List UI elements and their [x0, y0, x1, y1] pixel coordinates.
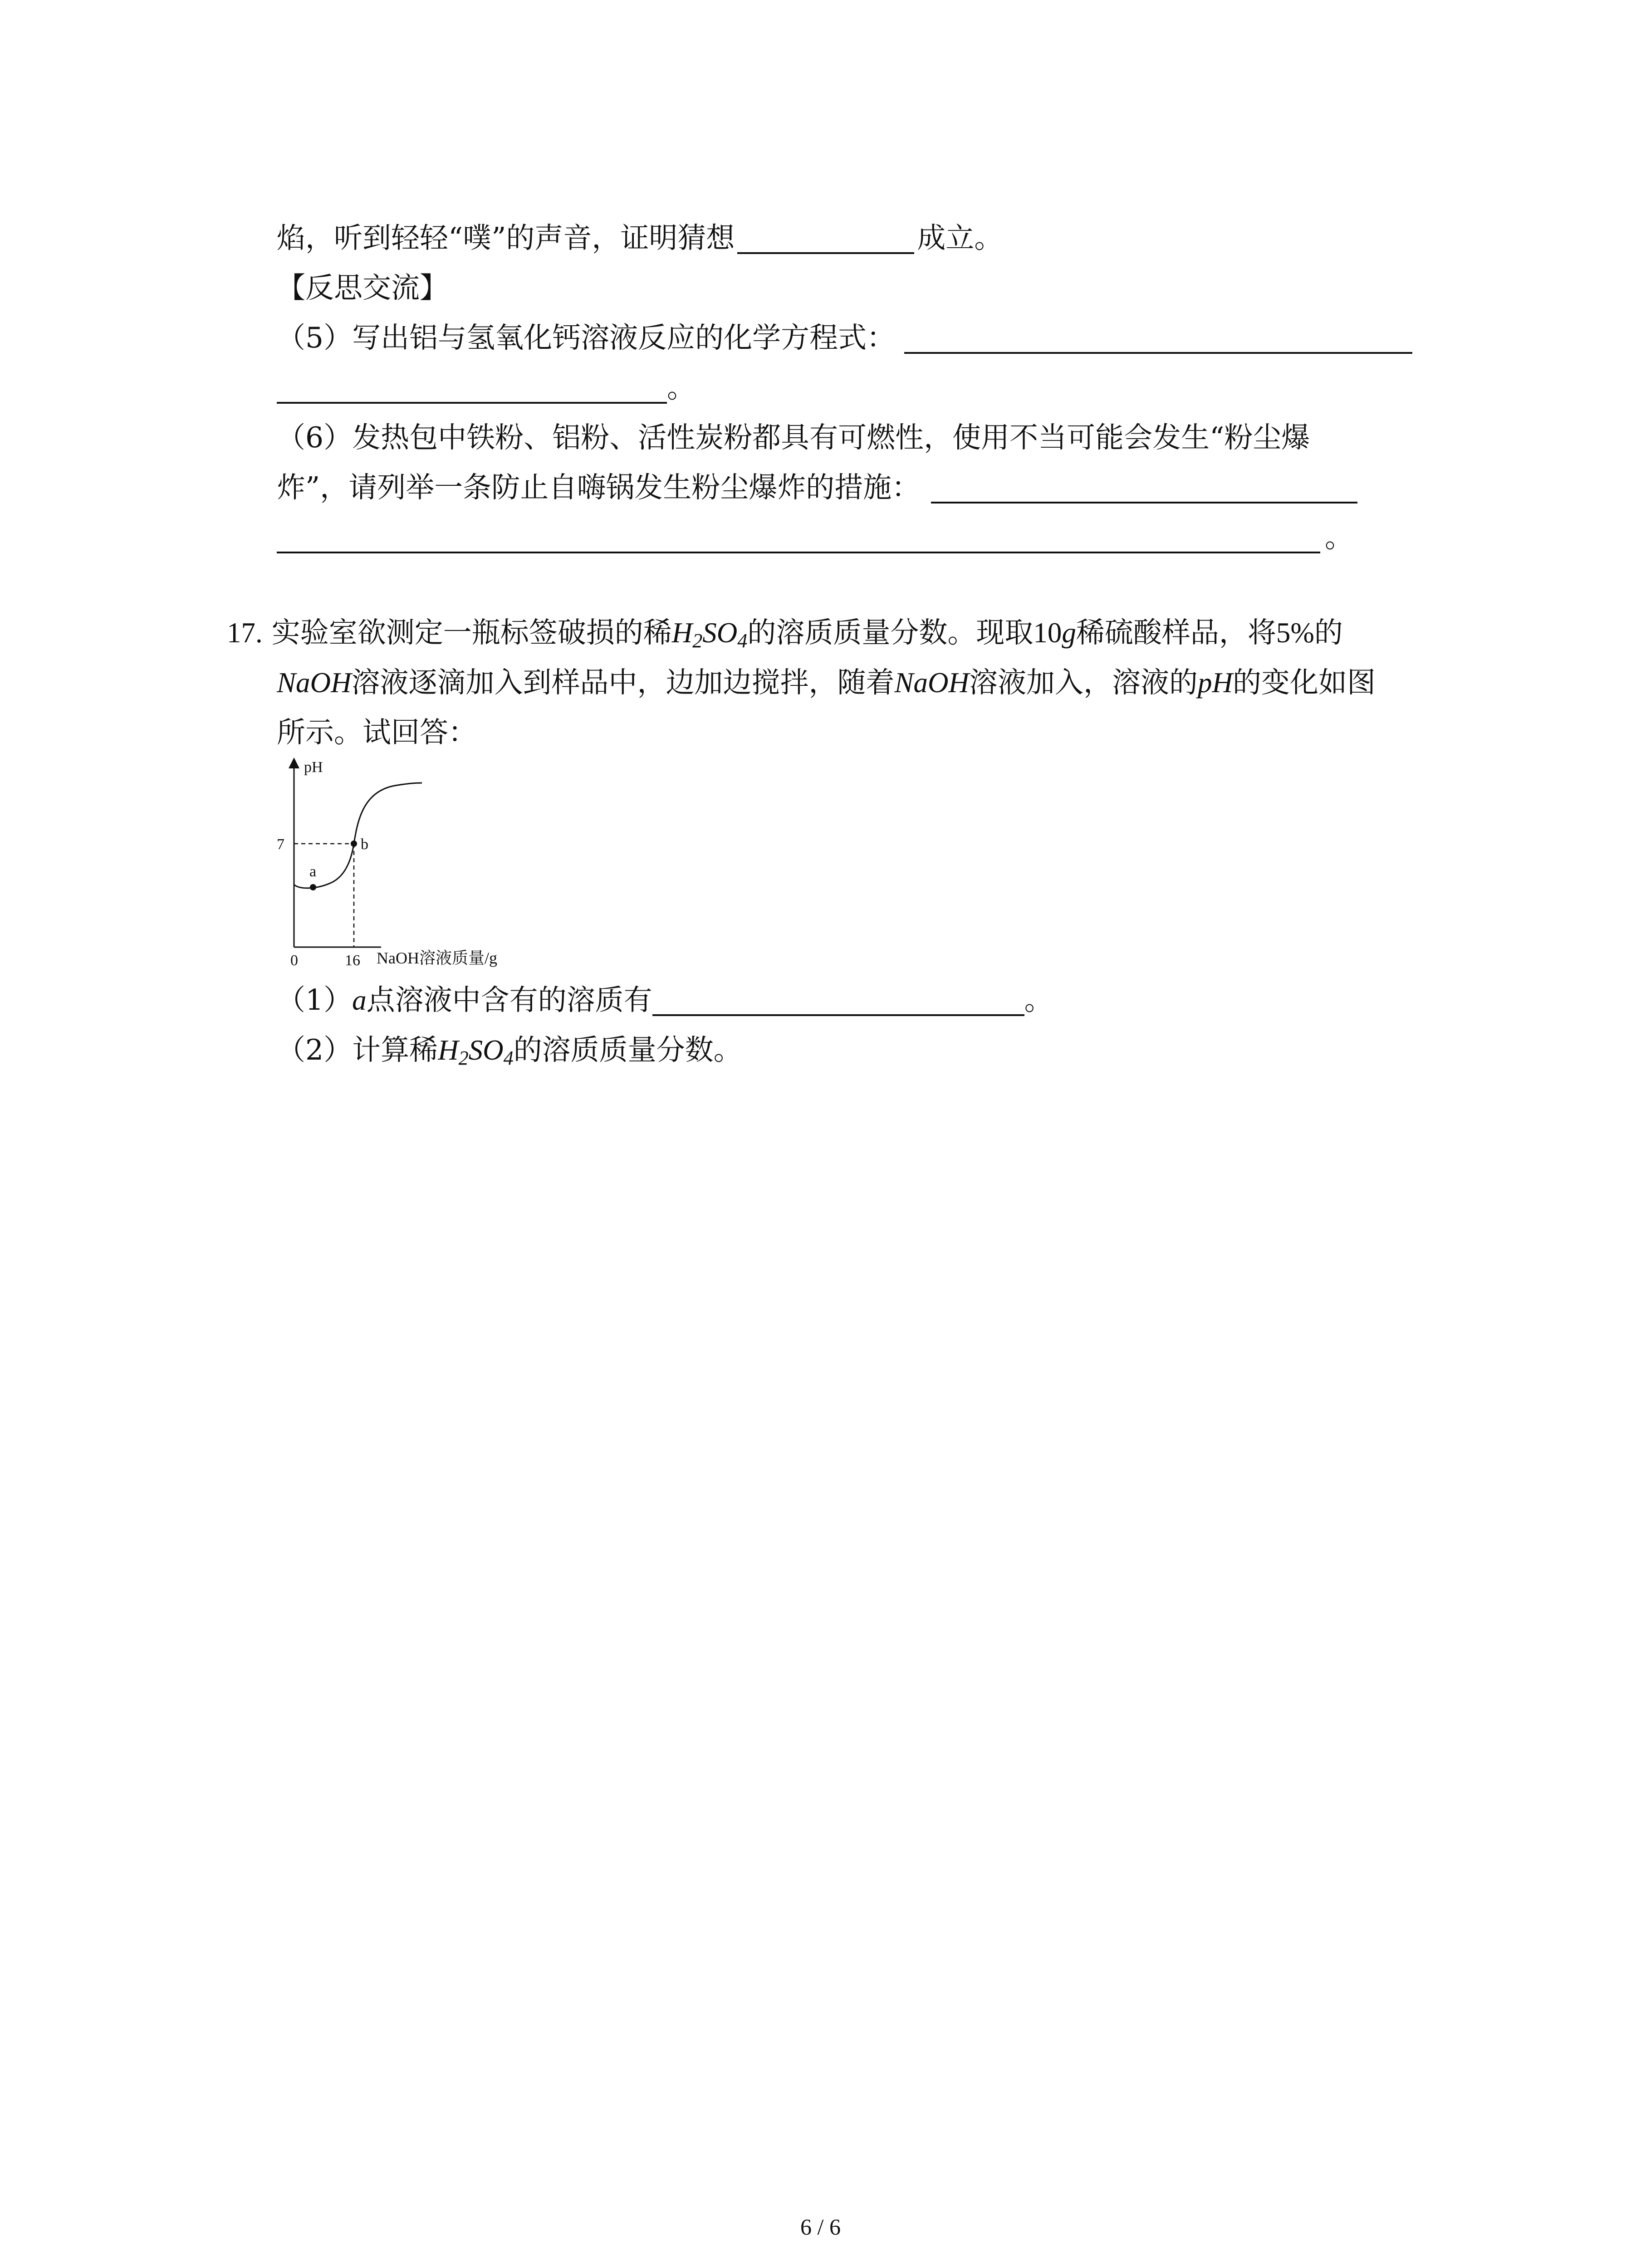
x-tick-16: 16 — [345, 952, 360, 966]
solute-answer-blank[interactable] — [652, 984, 1024, 1016]
section-reflection — [277, 263, 448, 313]
y-tick-7: 7 — [277, 836, 284, 853]
sub1-prefix: （1） — [277, 983, 353, 1017]
sub2-text: 的溶质质量分数。 — [513, 1033, 742, 1066]
naoh-concentration: 5% — [1276, 617, 1314, 649]
formula-h2so4: $H_2SO_4$ — [671, 617, 748, 652]
q16-item6-line2 — [277, 463, 1357, 513]
q17-stem-line2 — [277, 658, 1376, 708]
item5-text: （5）写出铝与氢氧化钙溶液反应的化学方程式： — [277, 321, 896, 354]
item6-end: 。 — [1325, 521, 1353, 554]
q17-stem1-b: 的溶质质量分数。现取 — [747, 616, 1034, 649]
q17-stem2-b: 溶液加入，溶液的 — [969, 666, 1198, 699]
y-axis-label: pH — [304, 759, 323, 776]
ph-titration-chart — [272, 753, 436, 966]
q17-sub1 — [277, 975, 1053, 1025]
sample-mass: 10 — [1033, 617, 1062, 649]
q16-item6-line1 — [277, 413, 1310, 463]
q16-item5 — [277, 313, 1412, 363]
q17-stem2-c: 的变化如图 — [1233, 666, 1376, 699]
q16-item5-cont — [277, 363, 696, 413]
q17-stem3: 所示。试回答： — [277, 716, 477, 749]
q17-stem2-a: 溶液逐滴加入到样品中，边加边搅拌，随着 — [351, 666, 895, 699]
measure-answer-blank-2[interactable] — [277, 522, 1320, 553]
q17-stem1-d: 的 — [1314, 616, 1343, 649]
formula-naoh: NaOH — [277, 667, 352, 699]
q17-stem1-c: 稀硫酸样品，将 — [1076, 616, 1276, 649]
x-tick-0: 0 — [290, 952, 298, 966]
q16-line-conclusion — [277, 213, 1003, 263]
unit-gram: g — [1062, 617, 1076, 649]
sub1-var-a: a — [352, 984, 367, 1016]
page-number: 6 / 6 — [800, 2214, 841, 2239]
ph-symbol: pH — [1198, 667, 1233, 699]
sub1-text: 点溶液中含有的溶质有 — [366, 983, 652, 1017]
item6-text-1: （6）发热包中铁粉、铝粉、活性炭粉都具有可燃性，使用不当可能会发生“粉尘爆 — [277, 421, 1310, 454]
x-axis-label: NaOH溶液质量/g — [377, 949, 497, 967]
equation-answer-blank-1[interactable] — [904, 322, 1412, 354]
item6-text-2: 炸”，请列举一条防止自嗨锅发生粉尘爆炸的措施： — [277, 471, 921, 504]
q17-stem1-a: 实验室欲测定一瓶标签破损的稀 — [271, 616, 672, 649]
item5-end: 。 — [667, 371, 696, 404]
sub1-end: 。 — [1024, 983, 1053, 1017]
point-b-label: b — [361, 836, 368, 853]
measure-answer-blank-1[interactable] — [931, 472, 1357, 503]
q17-sub2 — [277, 1025, 742, 1075]
q16-item6-line3 — [277, 513, 1353, 562]
q17-number: 17. — [227, 617, 263, 649]
point-a-label: a — [309, 863, 317, 880]
sub2-formula-h2so4: $H_2SO_4$ — [438, 1034, 514, 1070]
hypothesis-answer-blank[interactable] — [737, 222, 914, 254]
equation-answer-blank-2[interactable] — [277, 372, 667, 404]
q16-conclusion-text: 焰，听到轻轻“噗”的声音，证明猜想 — [277, 221, 735, 254]
point-a-marker — [310, 884, 316, 890]
formula-naoh-2: NaOH — [894, 667, 970, 699]
q16-conclusion-end: 成立。 — [917, 221, 1003, 254]
sub2-prefix: （2）计算稀 — [277, 1033, 438, 1066]
point-b-marker — [351, 841, 357, 847]
section-reflection-title: 【反思交流】 — [277, 271, 448, 304]
q17-stem-line1 — [227, 608, 1343, 658]
q17-stem-line3 — [277, 708, 477, 758]
